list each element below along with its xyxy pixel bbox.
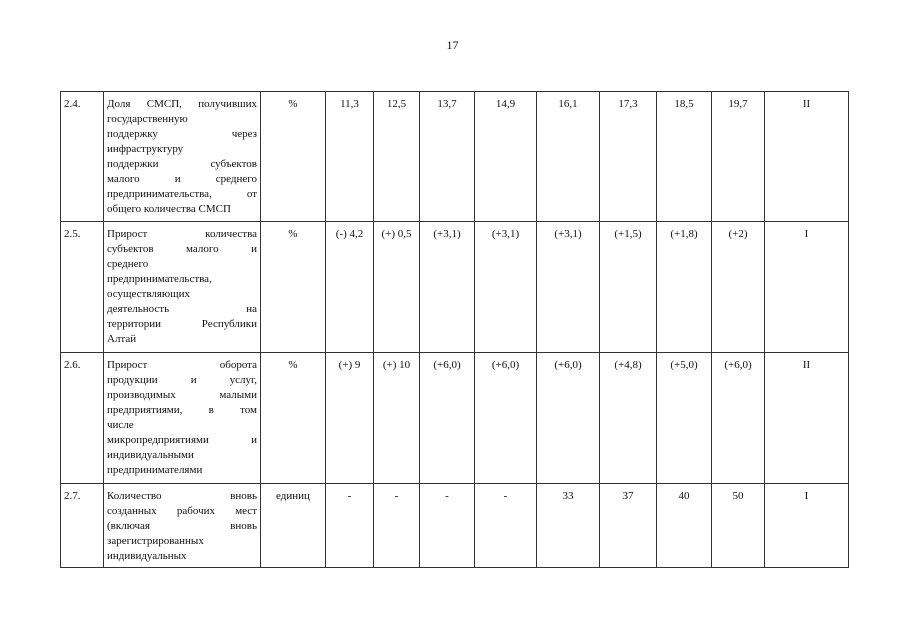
value-cell: (-) 4,2 bbox=[326, 222, 374, 353]
value-cell: (+) 10 bbox=[374, 353, 420, 484]
description-line: Прирост количества bbox=[107, 228, 257, 240]
description-line: осуществляющих bbox=[107, 288, 190, 300]
description-line: предприятиями, в том bbox=[107, 404, 257, 416]
value-cell: (+) 9 bbox=[326, 353, 374, 484]
value-cell: 11,3 bbox=[326, 92, 374, 222]
description-line: предпринимательства, от bbox=[107, 188, 257, 200]
indicators-table bbox=[60, 91, 849, 568]
value-cell: (+6,0) bbox=[420, 353, 475, 484]
value-cell: (+1,8) bbox=[657, 222, 712, 353]
description-line: Количество вновь bbox=[107, 490, 257, 502]
description-line: инфраструктуру bbox=[107, 143, 184, 155]
category-cell: II bbox=[765, 92, 849, 222]
value-cell: 19,7 bbox=[712, 92, 765, 222]
value-cell: - bbox=[475, 484, 537, 568]
unit-cell: % bbox=[261, 222, 326, 353]
value-cell: (+2) bbox=[712, 222, 765, 353]
value-cell: (+6,0) bbox=[537, 353, 600, 484]
description-line: индивидуальных bbox=[107, 550, 187, 562]
description-line: предпринимательства, bbox=[107, 273, 212, 285]
indicator-description-cell bbox=[104, 222, 261, 353]
description-line: Доля СМСП, получивших bbox=[107, 98, 257, 110]
row-number-cell: 2.6. bbox=[61, 353, 104, 484]
description-line: Прирост оборота bbox=[107, 359, 257, 371]
description-line: зарегистрированных bbox=[107, 535, 204, 547]
value-cell: 12,5 bbox=[374, 92, 420, 222]
table-row bbox=[61, 484, 849, 568]
indicator-description-cell bbox=[104, 353, 261, 484]
value-cell: 18,5 bbox=[657, 92, 712, 222]
category-cell: II bbox=[765, 353, 849, 484]
description-line: созданных рабочих мест bbox=[107, 505, 257, 517]
value-cell: (+5,0) bbox=[657, 353, 712, 484]
indicator-description-cell bbox=[104, 484, 261, 568]
value-cell: - bbox=[420, 484, 475, 568]
value-cell: (+) 0,5 bbox=[374, 222, 420, 353]
description-line: поддержки субъектов bbox=[107, 158, 257, 170]
value-cell: - bbox=[374, 484, 420, 568]
description-line: производимых малыми bbox=[107, 389, 257, 401]
unit-cell: % bbox=[261, 353, 326, 484]
description-line: государственную bbox=[107, 113, 188, 125]
description-line: (включая вновь bbox=[107, 520, 257, 532]
value-cell: 13,7 bbox=[420, 92, 475, 222]
value-cell: (+4,8) bbox=[600, 353, 657, 484]
description-line: числе bbox=[107, 419, 134, 431]
description-line: микропредприятиями и bbox=[107, 434, 257, 446]
description-line: Алтай bbox=[107, 333, 137, 345]
page-number: 17 bbox=[446, 38, 459, 52]
value-cell: (+6,0) bbox=[475, 353, 537, 484]
value-cell: 16,1 bbox=[537, 92, 600, 222]
category-cell: I bbox=[765, 484, 849, 568]
description-line: территории Республики bbox=[107, 318, 257, 330]
value-cell: 14,9 bbox=[475, 92, 537, 222]
description-line: среднего bbox=[107, 258, 149, 270]
description-line: продукции и услуг, bbox=[107, 374, 257, 386]
description-line: поддержку через bbox=[107, 128, 257, 140]
description-line: индивидуальными bbox=[107, 449, 194, 461]
description-line: деятельность на bbox=[107, 303, 257, 315]
value-cell: 33 bbox=[537, 484, 600, 568]
table-row bbox=[61, 92, 849, 222]
value-cell: (+1,5) bbox=[600, 222, 657, 353]
unit-cell: % bbox=[261, 92, 326, 222]
table-row bbox=[61, 222, 849, 353]
table-row bbox=[61, 353, 849, 484]
unit-cell: единиц bbox=[261, 484, 326, 568]
description-line: общего количества СМСП bbox=[107, 203, 231, 215]
description-line: субъектов малого и bbox=[107, 243, 257, 255]
value-cell: 17,3 bbox=[600, 92, 657, 222]
description-line: предпринимателями bbox=[107, 464, 203, 476]
value-cell: (+3,1) bbox=[537, 222, 600, 353]
indicator-description-cell bbox=[104, 92, 261, 222]
value-cell: (+3,1) bbox=[420, 222, 475, 353]
value-cell: 37 bbox=[600, 484, 657, 568]
value-cell: 40 bbox=[657, 484, 712, 568]
category-cell: I bbox=[765, 222, 849, 353]
row-number-cell: 2.7. bbox=[61, 484, 104, 568]
row-number-cell: 2.4. bbox=[61, 92, 104, 222]
value-cell: 50 bbox=[712, 484, 765, 568]
value-cell: (+3,1) bbox=[475, 222, 537, 353]
value-cell: - bbox=[326, 484, 374, 568]
description-line: малого и среднего bbox=[107, 173, 257, 185]
value-cell: (+6,0) bbox=[712, 353, 765, 484]
row-number-cell: 2.5. bbox=[61, 222, 104, 353]
